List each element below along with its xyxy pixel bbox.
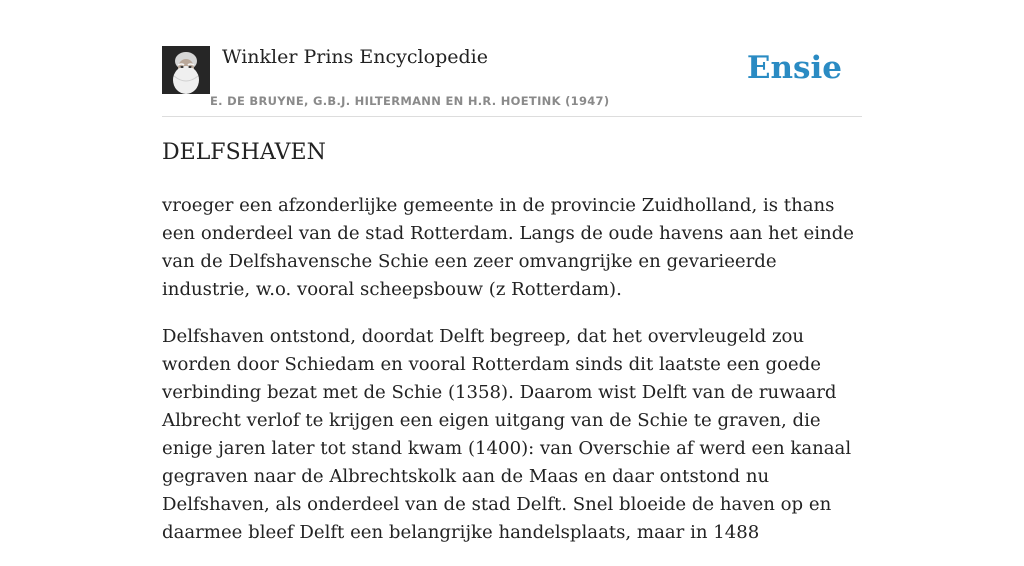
brand-logo-link[interactable]: Ensie xyxy=(746,50,842,86)
entry-title: DELFSHAVEN xyxy=(162,140,326,165)
site-header xyxy=(162,46,862,117)
author-avatar-icon xyxy=(162,46,210,94)
entry-paragraph: vroeger een afzonderlijke gemeente in de provincie Zuidholland, is thans een onderdeel van de stad Rotterdam. Langs de oude havens aan het einde van de Delfshavensche Schie een zeer omvangrijke en gevarieerde industrie, w.o. vooral scheepsbouw (z Rotterdam). xyxy=(162,195,854,300)
entry-body xyxy=(162,192,867,566)
publication-authors: E. DE BRUYNE, G.B.J. HILTERMANN EN H.R. HOETINK (1947) xyxy=(210,94,610,108)
publication-title[interactable]: Winkler Prins Encyclopedie xyxy=(222,46,488,68)
entry-paragraph: Delfshaven ontstond, doordat Delft begreep, dat het overvleugeld zou worden door Schiedam en vooral Rotterdam sinds dit laatste een goede verbinding bezat met de Schie (1358). Daarom wist Delft van de ruwaard Albrecht verlof te krijgen een eigen uitgang van de Schie te graven, die enige jaren later tot stand kwam (1400): van Overschie af werd een kanaal gegraven naar de Albrechtskolk aan de Maas en daar ontstond nu Delfshaven, als onderdeel van de stad Delft. Snel bloeide de haven op en daarmee bleef Delft een belangrijke handelsplaats, maar in 1488 xyxy=(162,326,852,543)
